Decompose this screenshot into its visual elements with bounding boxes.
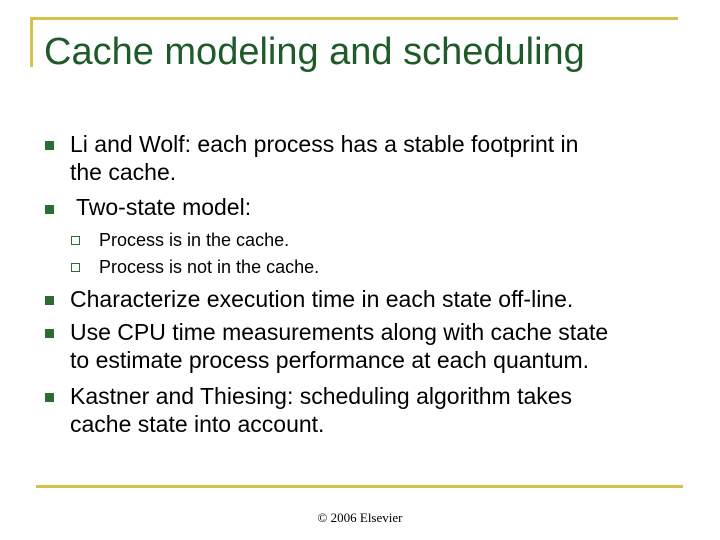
square-bullet-icon bbox=[45, 205, 54, 214]
square-bullet-icon bbox=[45, 296, 54, 305]
footer-line bbox=[36, 485, 683, 488]
bullet-4-line-2: to estimate process performance at each quantum. bbox=[70, 347, 590, 373]
sub-bullet-2: Process is not in the cache. bbox=[99, 257, 320, 277]
bullet-5-line-1: Kastner and Thiesing: scheduling algorithm takes bbox=[70, 383, 573, 409]
bullet-3-line-1: Characterize execution time in each state off-line. bbox=[70, 286, 574, 312]
hollow-square-bullet-icon bbox=[71, 236, 80, 245]
square-bullet-icon bbox=[45, 141, 54, 150]
square-bullet-icon bbox=[45, 329, 54, 338]
copyright-footer: © 2006 Elsevier bbox=[317, 510, 403, 525]
bullet-1-line-2: the cache. bbox=[70, 159, 177, 185]
bullet-4-line-1: Use CPU time measurements along with cache state bbox=[70, 319, 609, 345]
bullet-2-line-1: Two-state model: bbox=[70, 194, 252, 220]
slide-title: Cache modeling and scheduling bbox=[44, 31, 585, 73]
sub-bullet-1: Process is in the cache. bbox=[99, 230, 290, 250]
bullet-5-line-2: cache state into account. bbox=[70, 411, 325, 437]
hollow-square-bullet-icon bbox=[71, 263, 80, 272]
bullet-1-line-1: Li and Wolf: each process has a stable footprint in bbox=[70, 131, 579, 157]
square-bullet-icon bbox=[45, 393, 54, 402]
